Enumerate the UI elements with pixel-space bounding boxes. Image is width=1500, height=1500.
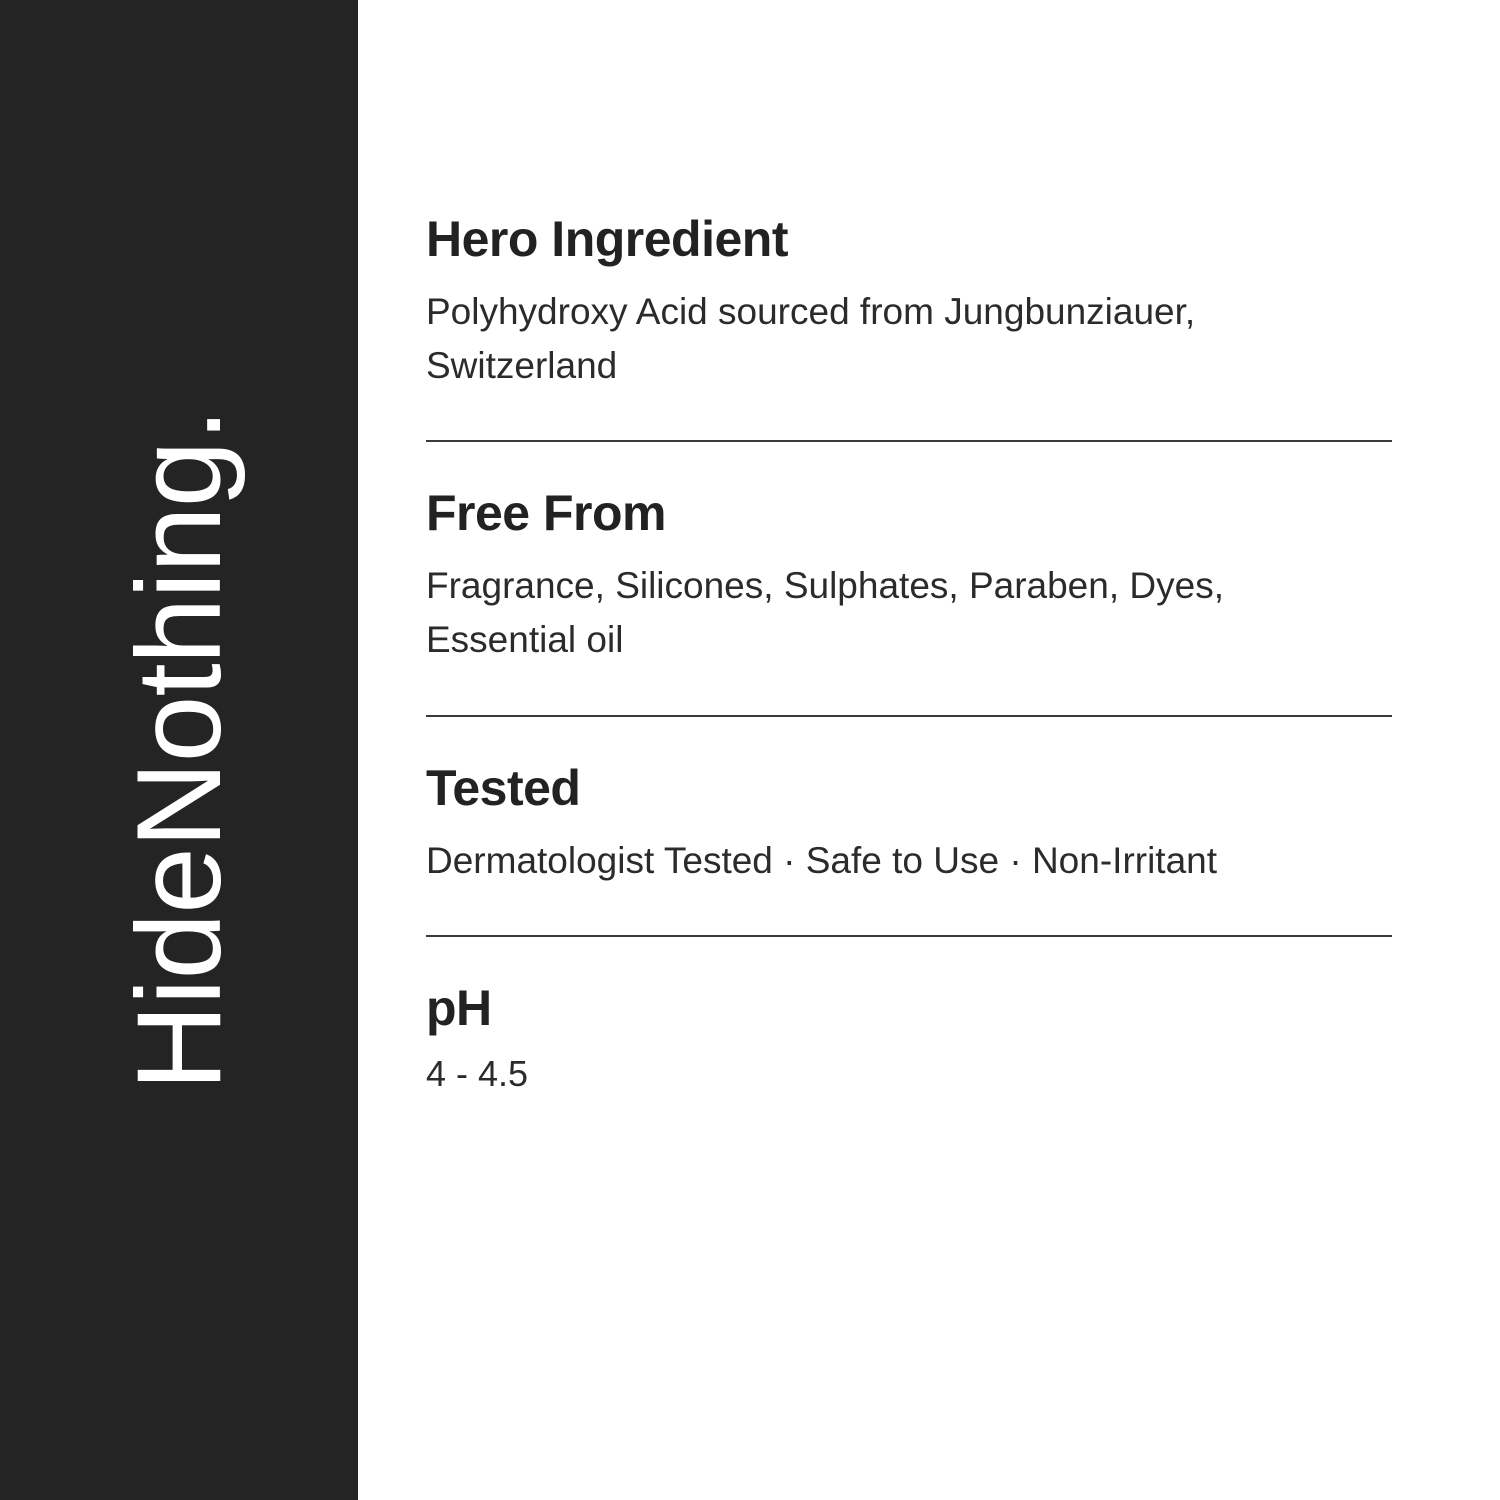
brand-band bbox=[0, 0, 358, 1500]
section-divider bbox=[426, 935, 1392, 937]
section-hero-ingredient bbox=[426, 212, 1392, 392]
section-body: 4 - 4.5 bbox=[426, 1053, 529, 1095]
section-body: Dermatologist Tested · Safe to Use · Non-Irritant bbox=[426, 839, 1218, 881]
section-title: Hero Ingredient bbox=[426, 211, 788, 267]
content-column bbox=[358, 0, 1500, 1500]
section-divider bbox=[426, 440, 1392, 442]
section-body: Fragrance, Silicones, Sulphates, Paraben, Dyes, Essential oil bbox=[426, 565, 1224, 660]
section-title: Free From bbox=[426, 485, 667, 542]
section-title: Tested bbox=[426, 759, 581, 816]
section-body: Polyhydroxy Acid sourced from Jungbunziauer, Switzerland bbox=[426, 291, 1196, 386]
section-tested bbox=[426, 761, 1392, 888]
section-ph bbox=[426, 981, 1392, 1100]
sections-list bbox=[358, 0, 1500, 1100]
section-title: pH bbox=[426, 980, 492, 1037]
section-free-from bbox=[426, 486, 1392, 666]
section-divider bbox=[426, 715, 1392, 717]
brand-vertical-text: HideNothing. bbox=[112, 409, 246, 1091]
